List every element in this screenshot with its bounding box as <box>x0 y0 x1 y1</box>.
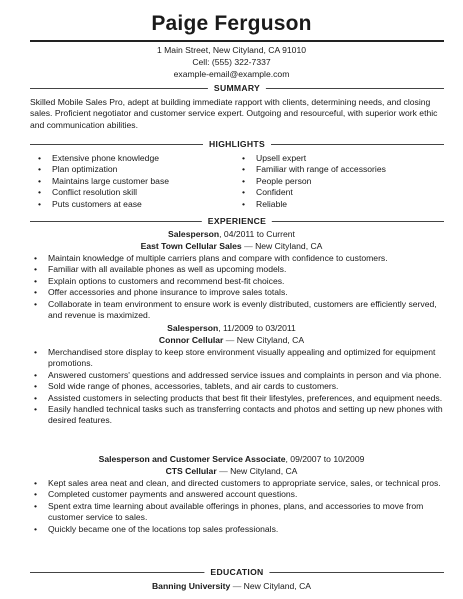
education-title: EDUCATION <box>204 566 269 578</box>
list-item: • Maintain knowledge of multiple carriers plans and compare with confidence to customers. <box>34 253 388 263</box>
contact-address: 1 Main Street, New Cityland, CA 91010 <box>156 45 307 55</box>
school-location: New Cityland, CA <box>243 581 312 591</box>
list-item: • Completed customer payments and answered account questions. <box>34 489 298 500</box>
summary-section <box>30 97 444 131</box>
list-item: • Kept sales area neat and clean, and directed customers to appropriate service, sales, or technical pros. <box>34 478 441 488</box>
education-header <box>30 566 444 578</box>
job-title: Salesperson and Customer Service Associate <box>98 454 286 464</box>
job-title: Salesperson <box>168 229 220 239</box>
highlight-item: • People person <box>242 175 312 186</box>
job-dates: , 11/2009 to 03/2011 <box>218 323 296 333</box>
job-dates: , 04/2011 to Current <box>219 229 295 239</box>
job-location: New Cityland, CA <box>255 241 323 251</box>
highlight-item: • Plan optimization <box>38 164 118 175</box>
experience-title: EXPERIENCE <box>202 215 272 227</box>
job-company-line <box>0 466 463 477</box>
job-title: Salesperson <box>167 323 219 333</box>
summary-text: Skilled Mobile Sales Pro, adept at building immediate rapport with clients, determining needs, and closing sales. Proficient negotiator and customer service expert. Outgoing and resourceful, with superior work ethic and communication abilities. <box>30 97 438 130</box>
list-item: • Offer accessories and phone insurance to improve sales totals. <box>34 287 288 298</box>
list-item: • Explain options to customers and recommend best-fit choices. <box>34 275 285 286</box>
separator-dash: — <box>244 241 253 251</box>
job-company: Connor Cellular <box>158 335 224 345</box>
highlights-right <box>238 153 443 210</box>
school-name: Banning University <box>151 581 231 591</box>
job-location: New Cityland, CA <box>230 466 298 476</box>
job-company: East Town Cellular Sales <box>140 241 242 251</box>
list-item: • Answered customers' questions and addressed service issues and complaints in person and via phone. <box>34 369 442 380</box>
job-location: New Cityland, CA <box>236 335 305 345</box>
separator-dash: — <box>219 466 228 476</box>
list-item: • Easily handled technical tasks such as transferring contacts and photos and setting up new phones with desired features. <box>34 404 443 426</box>
list-item: • Familiar with all available phones as well as upcoming models. <box>34 264 287 275</box>
separator-dash: — <box>225 335 235 345</box>
contact-email: example-email@example.com <box>173 69 290 79</box>
summary-header <box>30 82 444 94</box>
list-item: • Quickly became one of the locations top sales professionals. <box>34 523 279 534</box>
highlight-item: • Conflict resolution skill <box>38 187 138 198</box>
job-company-line <box>0 241 463 252</box>
highlight-item: • Reliable <box>242 198 288 209</box>
list-item: • Collaborate in team environment to ensure work is evenly distributed, customers are efficiently served, and revenue is maximized. <box>34 298 437 321</box>
highlight-item: • Extensive phone knowledge <box>38 153 160 163</box>
experience-header <box>30 215 444 227</box>
job-company: CTS Cellular <box>165 466 217 476</box>
highlight-item: • Upsell expert <box>242 153 307 163</box>
list-item: • Merchandised store display to keep store environment visually appealing and optimized for equipment promotions. <box>34 347 436 369</box>
job-dates: , 09/2007 to 10/2009 <box>285 454 365 464</box>
header-divider <box>30 40 444 42</box>
job-bullets <box>30 347 444 427</box>
separator-dash: — <box>232 581 242 591</box>
summary-title: SUMMARY <box>208 82 266 94</box>
highlights-header <box>30 138 444 150</box>
job-title-line <box>0 229 463 240</box>
job-title-line <box>0 323 463 334</box>
education-line <box>0 581 463 592</box>
job-bullets <box>30 253 444 321</box>
highlight-item: • Confident <box>242 187 293 198</box>
list-item: • Spent extra time learning about available offerings in phones, plans, and accessories to move from customer service to sales. <box>34 500 424 523</box>
contact-phone: Cell: (555) 322-7337 <box>192 57 271 67</box>
list-item: • Sold wide range of phones, accessories, tablets, and air cards to customers. <box>34 381 339 392</box>
resume-name: Paige Ferguson <box>151 12 312 35</box>
highlight-item: • Maintains large customer base <box>38 175 170 186</box>
list-item: • Assisted customers in selecting products that best fit their lifestyles, preferences, and equipment needs. <box>34 392 443 403</box>
highlight-item: • Puts customers at ease <box>38 198 142 209</box>
job-bullets <box>30 478 444 535</box>
job-title-line <box>0 454 463 465</box>
highlights-title: HIGHLIGHTS <box>203 138 271 150</box>
job-company-line <box>0 335 463 346</box>
highlight-item: • Familiar with range of accessories <box>242 164 386 175</box>
highlights-left <box>34 153 234 210</box>
